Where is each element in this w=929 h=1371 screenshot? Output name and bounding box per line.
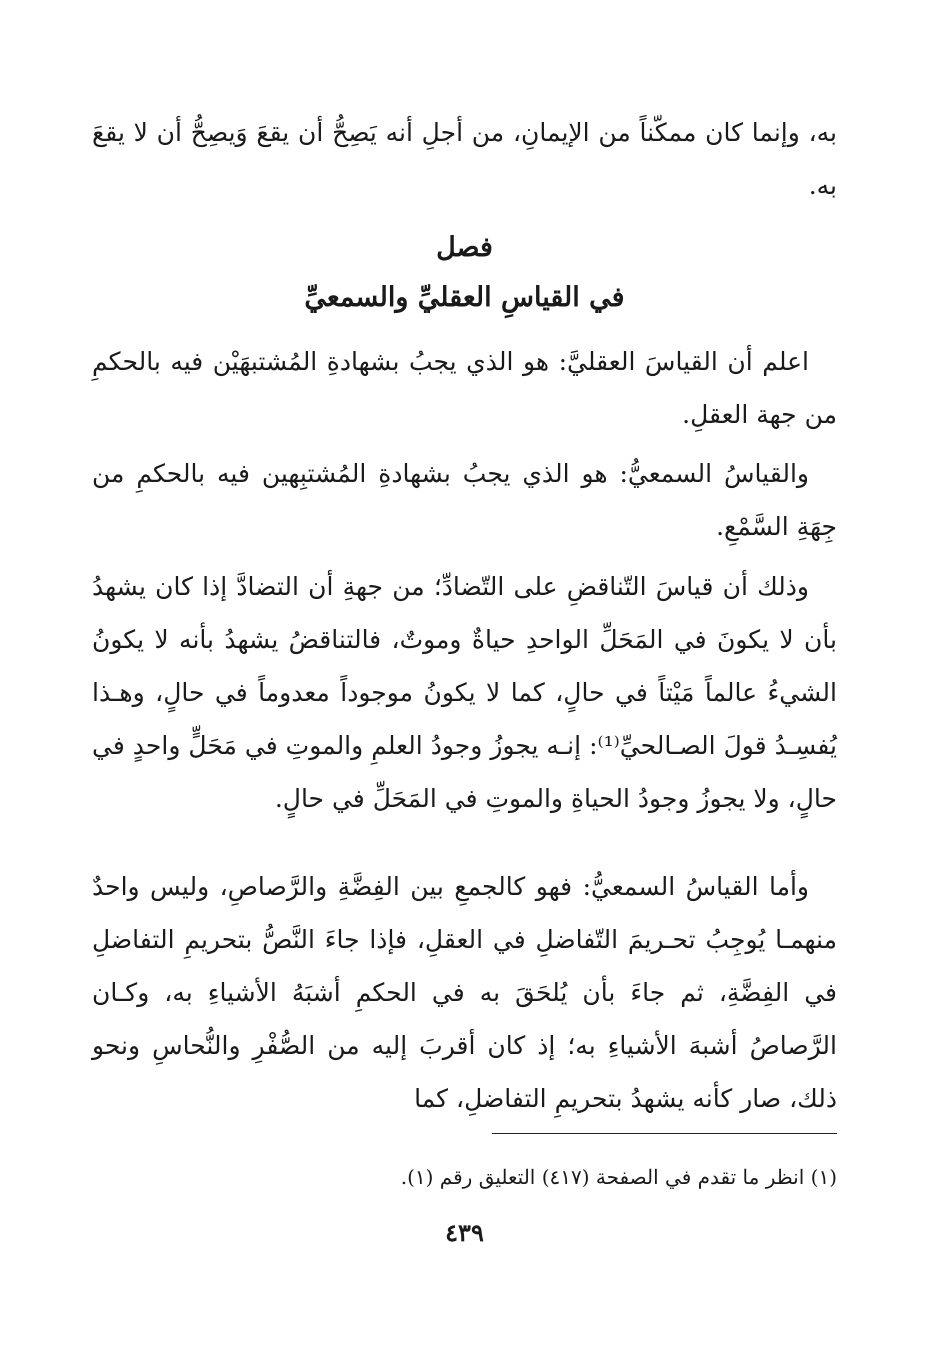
section-heading-fasl: فصل bbox=[436, 232, 493, 263]
paragraph-contradiction-example: وذلك أن قياسَ التّناقضِ على التّضادِّ؛ من جهةِ أن التضادَّ إذا كان يشهدُ بأن لا يكونَ في المَحَلِّ الواحدِ حياةٌ وموتٌ، فالتناقضُ يشهدُ بأنه لا يكونُ الشيءُ عالماً مَيْتاً في حالٍ، كما لا يكونُ موجوداً معدوماً في حالٍ، وهـذا يُفسِـدُ قولَ الصـالحيِّ⁽¹⁾: إنـه يجوزُ وجودُ العلمِ والموتِ في مَحَلٍّ واحدٍ في حالٍ، ولا يجوزُ وجودُ الحياةِ والموتِ في المَحَلِّ في حالٍ. bbox=[92, 572, 837, 813]
section-heading-title: في القياسِ العقليِّ والسمعيِّ bbox=[304, 282, 625, 313]
paragraph-aqli-definition: اعلم أن القياسَ العقليَّ: هو الذي يجبُ بشهادةِ المُشتبهَيْن فيه بالحكمِ من جهة العقلِ. bbox=[92, 347, 837, 429]
paragraph-samii-example: وأما القياسُ السمعيُّ: فهو كالجمعِ بين الفِضَّةِ والرَّصاصِ، وليس واحدٌ منهمـا يُوجِبُ تحـريمَ التّفاضلِ في العقلِ، فإذا جاءَ النَّصُّ بتحريمِ التفاضلِ في الفِضَّةِ، ثم جاءَ بأن يُلحَقَ به في الحكمِ أشبَهُ الأشياءِ به، وكـان الرَّصاصُ أشبهَ الأشياءِ به؛ إذ كان أقربَ إليه من الصُّفْرِ والنُّحاسِ ونحو ذلك، صار كأنه يشهدُ بتحريمِ التفاضلِ، كما bbox=[92, 872, 838, 1113]
footnote: (١) انظر ما تقدم في الصفحة (٤١٧) التعليق رقم (١). bbox=[400, 1165, 837, 1189]
footnote-divider bbox=[492, 1133, 837, 1134]
paragraph-intro: به، وإنما كان ممكّناً من الإيمانِ، من أجلِ أنه يَصِحُّ أن يقعَ وَيصِحُّ أن لا يقعَ به. bbox=[92, 118, 837, 200]
page-number: ٤٣٩ bbox=[445, 1218, 484, 1247]
paragraph-samii-definition: والقياسُ السمعيُّ: هو الذي يجبُ بشهادةِ المُشتبِهين فيه بالحكمِ من جِهَةِ السَّمْعِ. bbox=[92, 459, 837, 541]
